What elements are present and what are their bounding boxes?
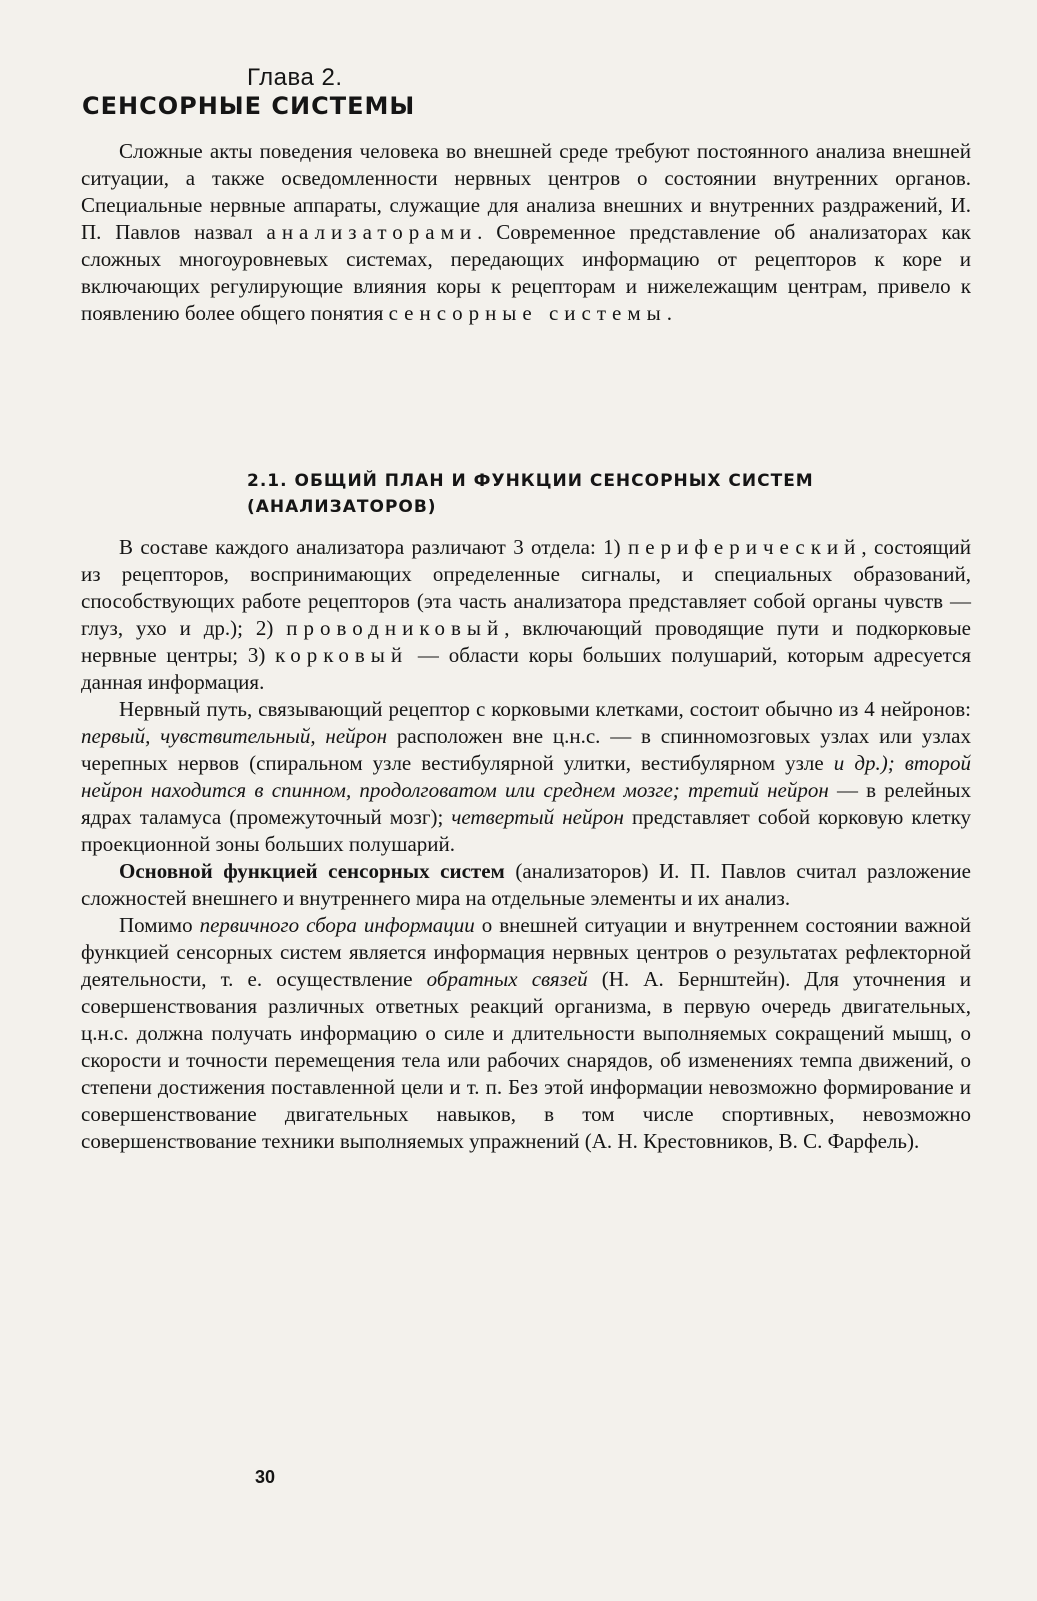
chapter-title: СЕНСОРНЫЕ СИСТЕМЫ [82,92,416,120]
p2-text-3: — в релейных ядрах таламуса (промежуточный мозг); [81,778,971,829]
p2-emphasis-1: первый, чувствительный, нейрон [81,724,388,748]
intro-text-3: . [666,301,673,325]
paragraph-main-function [81,858,971,912]
section-heading: 2.1. ОБЩИЙ ПЛАН И ФУНКЦИИ СЕНСОРНЫХ СИСТЕМ (АНАЛИЗАТОРОВ) [247,471,814,517]
paragraph-feedback [81,912,971,1155]
intro-paragraph [81,138,971,327]
p4-emphasis-1: первичного сбора информации [199,913,475,937]
intro-text-2: . Современное представление об анализаторах как сложных многоуровневых системах, передающих информацию от рецепторов к коре и включающих регулирующие влияния коры к рецепторам и нижележащим центрам, привело к появлению более общего понятия [81,220,972,325]
p1-text-3: , включающий проводящие пути и подкорковые нервные центры; 3) [81,616,971,667]
term-conductive: проводниковый [286,616,505,640]
p1-text-4: — области коры больших полушарий, которым адресуется данная информация. [81,643,971,694]
p4-text-2: о внешней ситуации и внутреннем состоянии важной функцией сенсорных систем является информация нервных центров о результатах рефлекторной деятельности, т. е. осуществление [81,913,971,991]
p2-text-2: расположен вне ц.н.с. — в спинномозговых узлах или узлах черепных нервов (спиральном узле вестибулярной улитки, вестибулярном узле [81,724,971,775]
term-peripheral: периферический [628,535,862,559]
section-body [81,534,971,1155]
p1-text-1: В составе каждого анализатора различают 3 отдела: 1) [119,535,629,559]
p2-emphasis-3: четвертый нейрон [451,805,624,829]
p4-emphasis-2: обратных связей [426,967,588,991]
intro-paragraph-block [81,138,971,327]
p3-bold: Основной функцией сенсорных систем [119,859,505,883]
term-cortical: корковый [275,643,409,667]
p2-text-4: представляет собой корковую клетку проекционной зоны больших полушарий. [81,805,971,856]
paragraph-analyzer-parts [81,534,971,696]
p3-text-1: (анализаторов) И. П. Павлов считал разложение сложностей внешнего и внутреннего мира на отдельные элементы и их анализ. [81,859,971,910]
page-number: 30 [255,1467,276,1487]
p2-text-1: Нервный путь, связывающий рецептор с корковыми клетками, состоит обычно из 4 нейронов: [119,697,971,721]
p4-text-3: (Н. А. Бернштейн). Для уточнения и совершенствования различных ответных реакций организма, в первую очередь двигательных, ц.н.с. должна получать информацию о силе и длительности выполняемых сокращений мышц, о скорости и точности перемещения тела или рабочих снарядов, об изменениях темпа движений, о степени достижения поставленной цели и т. п. Без этой информации невозможно формирование и совершенствование двигательных навыков, в том числе спортивных, невозможно совершенствование техники выполняемых упражнений (А. Н. Крестовников, В. С. Фарфель). [81,967,971,1153]
p1-text-2: , состоящий из рецепторов, воспринимающих определенные сигналы, и специальных образований, способствующих работе рецепторов (эта часть анализатора представляет собой органы чувств — глуз, ухо и др.); 2) [81,535,971,640]
p2-emphasis-2: и др.); второй нейрон находится в спинном, продолговатом или среднем мозге; третий нейрон [81,751,972,802]
intro-text-1: Сложные акты поведения человека во внешней среде требуют постоянного анализа внешней ситуации, а также осведомленности нервных центров о состоянии внутренних органов. Специальные нервные аппараты, служащие для анализа внешних и внутренних раздражений, И. П. Павлов назвал [81,139,971,244]
p4-text-1: Помимо [119,913,200,937]
term-sensory-systems: сенсорные системы [388,301,667,325]
chapter-label: Глава 2. [247,64,343,91]
paragraph-neural-path [81,696,971,858]
term-analyzers: анализаторами [266,220,478,244]
